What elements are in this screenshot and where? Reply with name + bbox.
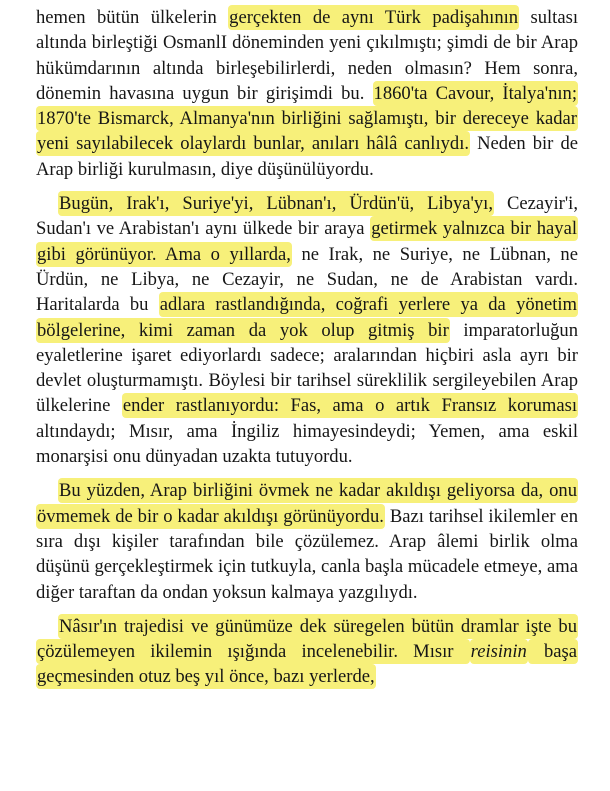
paragraph	[36, 478, 578, 604]
paragraph	[36, 5, 578, 182]
highlighted-text: Bu yüzden, Arap birliğini övmek ne kadar akıldışı geliyorsa da, onu övmemek de bir o kadar akıldışı görünüyordu.	[37, 480, 577, 527]
highlighted-text: Nâsır'ın trajedisi ve günümüze dek süregelen bütün dramlar işte bu çözülemeyen ikilemin ışığında incelenebilir. Mısır	[37, 615, 577, 663]
highlighted-text: getirmek yalnızca bir hayal gibi görünüyor. Ama o yıllarda,	[37, 218, 578, 265]
page-text	[36, 5, 578, 690]
text-segment: imparatorluğun eyaletlerine işaret ediyorlardı sadece; aralarından hiçbiri asla ayrı bir devlet oluşturmamıştı. Böylesi bir tarihsel süreklilik sergileyebilen Arap ülkelerine	[36, 319, 579, 417]
paragraph	[36, 191, 578, 469]
text-segment: Cezayir'i, Sudan'ı ve Arabistan'ı aynı ülkede bir araya	[36, 193, 578, 240]
highlighted-text: adlara rastlandığında, coğrafi yerlere ya da yönetim bölgelerine, kimi zaman da yok olup gitmiş bir	[37, 294, 578, 341]
text-segment: hemen bütün ülkelerin	[36, 7, 229, 28]
highlighted-text: Bugün, Irak'ı, Suriye'yi, Lübnan'ı, Ürdün'ü, Libya'yı,	[59, 193, 493, 215]
text-segment: Bazı tarihsel ikilemler en sıra dışı kişiler tarafından bile çözülemez. Arap âlemi birlik olma düşünü gerçekleştirmek için tutkuyla, canla başla mücadele etmeye, ama diğer taraftan da ondan yoksun kalmaya yazgılıydı.	[36, 505, 578, 603]
text-segment: altındaydı; Mısır, ama İngiliz himayesindeydi; Yemen, ama eskil monarşisi onu dünyadan uzakta tutuyordu.	[36, 420, 578, 468]
text-segment: sultası altında birleştiği OsmanlI döneminden yeni çıkılmıştı; şimdi de bir Arap hükümdarının altında birleşebilirlerdi, neden olmasın? Hem sonra, dönemin havasına uygun bir girişimdi bu.	[36, 7, 579, 104]
highlighted-text: ender rastlanıyordu: Fas, ama o artık Fransız koruması	[122, 395, 577, 417]
highlighted-text: 1860'ta Cavour, İtalya'nın; 1870'te Bismarck, Almanya'nın birliğini sağlamıştı, bir dereceye kadar yeni sayılabilecek olaylardı bunlar, anıları hâlâ canlıydı.	[37, 82, 578, 155]
paragraph	[36, 614, 578, 690]
highlighted-text: gerçekten de aynı Türk padişahının	[229, 7, 519, 28]
highlighted-text: başa geçmesinden otuz beş yıl önce, bazı yerlerde,	[37, 641, 578, 688]
text-segment: Neden bir de Arap birliği kurulmasın, diye düşünülüyordu.	[36, 133, 578, 180]
highlighted-text: reisinin	[470, 641, 527, 663]
text-segment: ne Irak, ne Suriye, ne Lübnan, ne Ürdün, ne Libya, ne Cezayir, ne Sudan, ne de Arabistan vardı. Haritalarda bu	[36, 243, 578, 316]
